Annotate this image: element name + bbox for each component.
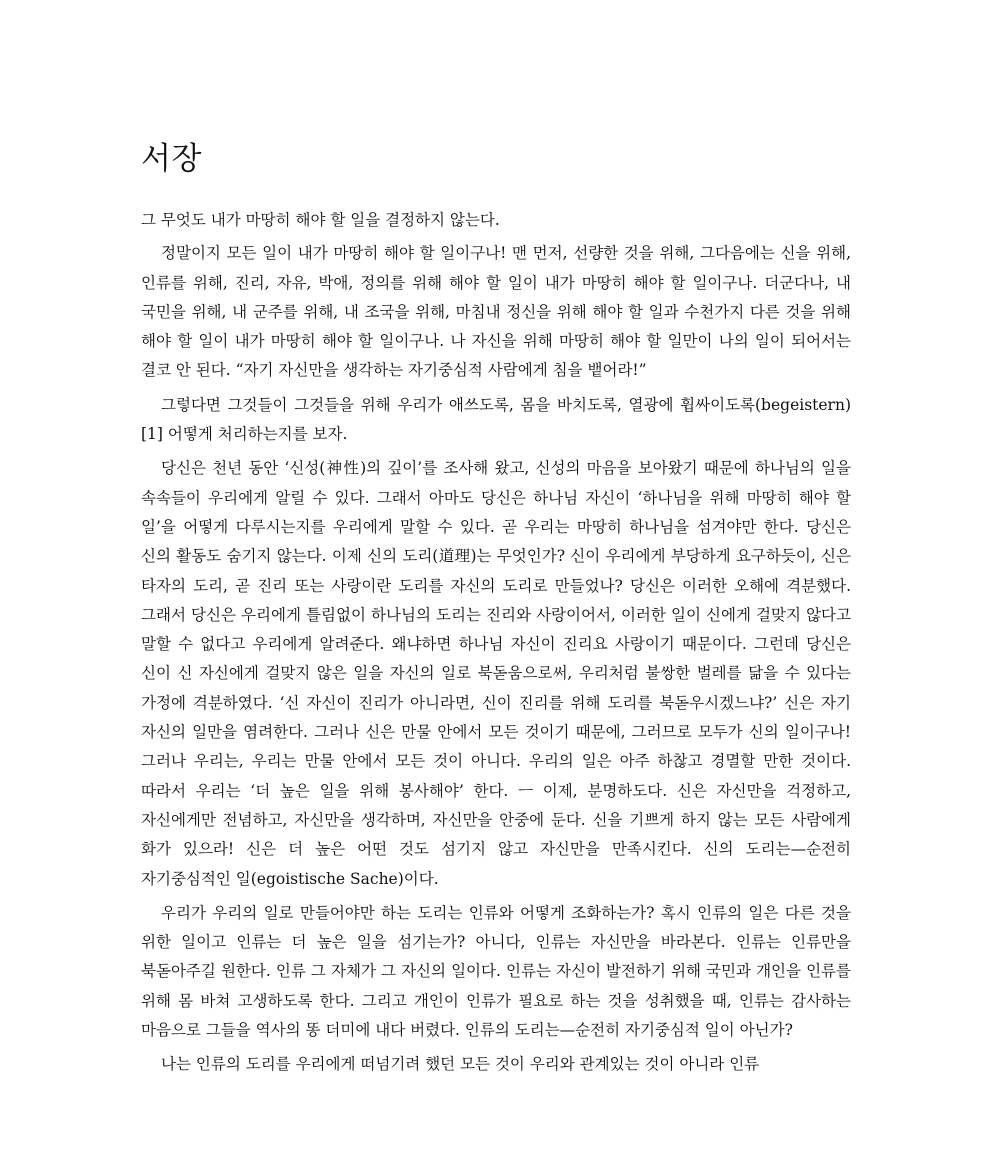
paragraph: 그렇다면 그것들이 그것들을 위해 우리가 애쓰도록, 몸을 바치도록, 열광에 휩싸이도록(begeistern)[1] 어떻게 처리하는지를 보자. [141,395,851,444]
chapter-title: 서장 [141,141,202,177]
paragraph: 정말이지 모든 일이 내가 마땅히 해야 할 일이구나! 맨 먼저, 선량한 것을 위해, 그다음에는 신을 위해, 인류를 위해, 진리, 자유, 박애, 정의를 위해 해야 할 일이 내가 마땅히 해야 할 일이구나. 더군다나, 내 국민을 위해, 내 군주를 위해, 내 조국을 위해, 마침내 정신을 위해 해야 할 일과 수천가지 다른 것을 위해 해야 할 일이 내가 마땅히 해야 할 일이구나. 나 자신을 위해 마땅히 해야 할 일만이 나의 일이 되어서는 결코 안 된다. “자기 자신만을 생각하는 자기중심적 사람에게 침을 뱉어라!” [141,244,851,380]
paragraph: 나는 인류의 도리를 우리에게 떠넘기려 했던 모든 것이 우리와 관계있는 것이 아니라 인류 [161,1055,760,1074]
paragraph: 우리가 우리의 일로 만들어야만 하는 도리는 인류와 어떻게 조화하는가? 혹시 인류의 일은 다른 것을 위한 일이고 인류는 더 높은 일을 섬기는가? 아니다, 인류는 자신만을 바라본다. 인류는 인류만을 북돋아주길 원한다. 인류 그 자체가 그 자신의 일이다. 인류는 자신이 발전하기 위해 국민과 개인을 인류를 위해 몸 바쳐 고생하도록 한다. 그리고 개인이 인류가 필요로 하는 것을 성취했을 때, 인류는 감사하는 마음으로 그들을 역사의 똥 더미에 내다 버렸다. 인류의 도리는—순전히 자기중심적 일이 아닌가? [141,903,851,1040]
document-page [141,128,851,1085]
paragraph: 당신은 천년 동안 ‘신성(神性)의 깊이’를 조사해 왔고, 신성의 마음을 보아왔기 때문에 하나님의 일을 속속들이 우리에게 알릴 수 있다. 그래서 아마도 당신은 하나님 자신이 ‘하나님을 위해 마땅히 해야 할 일’을 어떻게 다루시는지를 우리에게 말할 수 있다. 곧 우리는 마땅히 하나님을 섬겨야만 한다. 당신은 신의 활동도 숨기지 않는다. 이제 신의 도리(道理)는 무엇인가? 신이 우리에게 부당하게 요구하듯이, 신은 타자의 도리, 곧 진리 또는 사랑이란 도리를 자신의 도리로 만들었나? 당신은 이러한 오해에 격분했다. 그래서 당신은 우리에게 틀림없이 하나님의 도리는 진리와 사랑이어서, 이러한 일이 신에게 걸맞지 않다고 말할 수 없다고 우리에게 알려준다. 왜냐하면 하나님 자신이 진리요 사랑이기 때문이다. 그런데 당신은 신이 신 자신에게 걸맞지 않은 일을 자신의 일로 북돋움으로써, 우리처럼 불쌍한 벌레를 닮을 수 있다는 가정에 격분하였다. ‘신 자신이 진리가 아니라면, 신이 진리를 위해 도리를 북돋우시겠느냐?’ 신은 자기 자신의 일만을 염려한다. 그러나 신은 만물 안에서 모든 것이기 때문에, 그러므로 모두가 신의 일이구나! 그러나 우리는, 우리는 만물 안에서 모든 것이 아니다. 우리의 일은 아주 하찮고 경멸할 만한 것이다. 따라서 우리는 ‘더 높은 일을 위해 봉사해야’ 한다. ㅡ 이제, 분명하도다. 신은 자신만을 걱정하고, 자신에게만 전념하고, 자신만을 생각하며, 자신만을 안중에 둔다. 신을 기쁘게 하지 않는 모든 사람에게 화가 있으라! 신은 더 높은 어떤 것도 섬기지 않고 자신만을 만족시킨다. 신의 도리는—순전히 자기중심적인 일(egoistische Sache)이다. [141,459,851,888]
chapter-epigraph: 그 무엇도 내가 마땅히 해야 할 일을 결정하지 않는다. [141,211,500,229]
